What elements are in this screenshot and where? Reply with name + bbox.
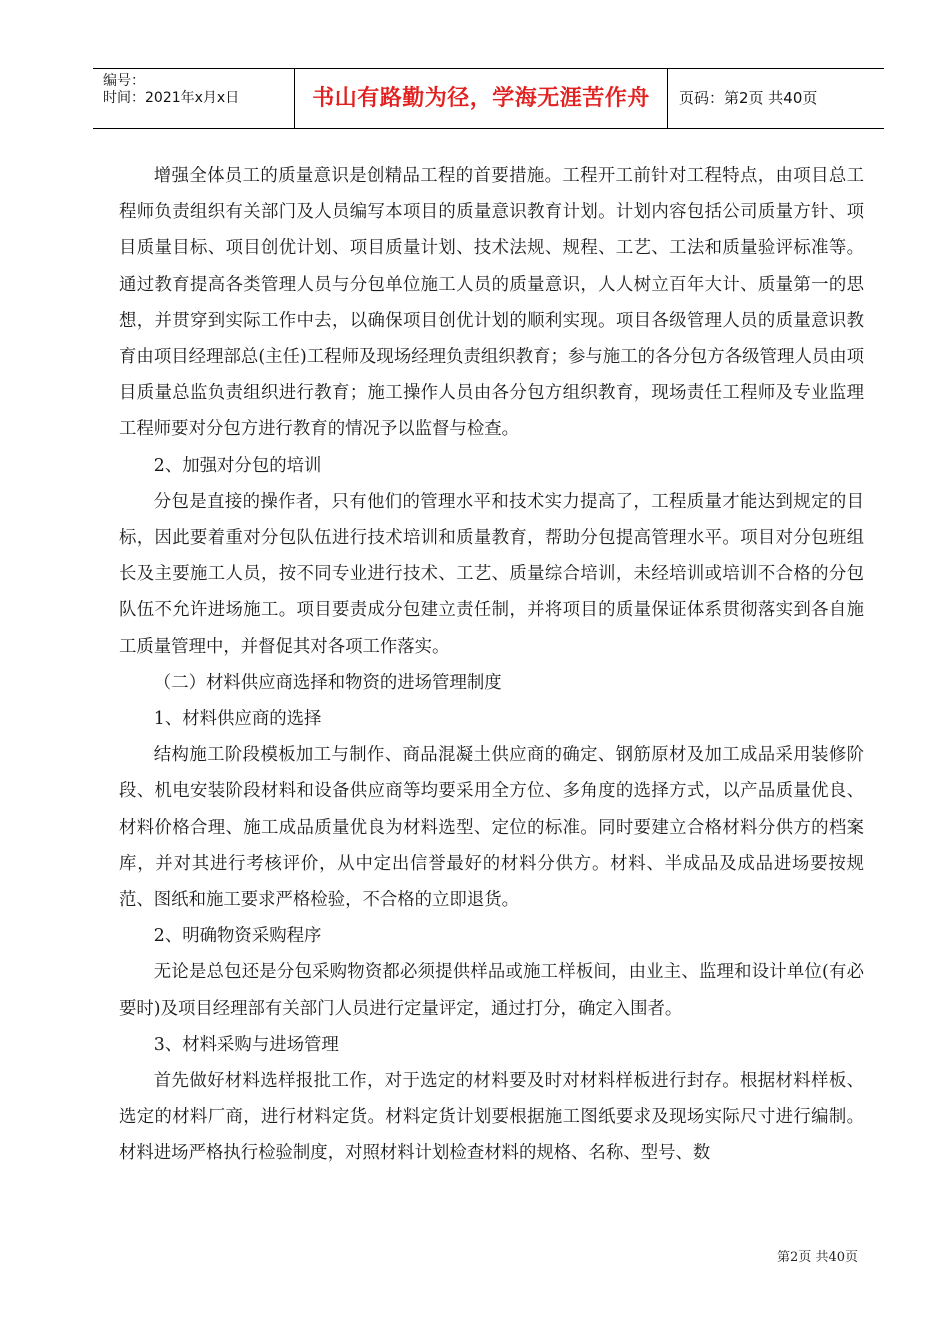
page-footer: 第2页 共40页 — [777, 1250, 858, 1265]
section-heading: （二）材料供应商选择和物资的进场管理制度 — [153, 672, 502, 693]
header-motto: 书山有路勤为径，学海无涯苦作舟 — [312, 86, 650, 111]
section-heading: 2、加强对分包的培训 — [153, 455, 322, 476]
header-meta — [103, 73, 293, 107]
document-number-label: 编号： — [103, 73, 145, 89]
section-heading: 3、材料采购与进场管理 — [153, 1034, 339, 1055]
header-page-number: 页码：第2页 共40页 — [679, 89, 818, 107]
section-heading: 2、明确物资采购程序 — [153, 926, 322, 947]
body-paragraph: 无论是总包还是分包采购物资都必须提供样品或施工样板间，由业主、监理和设计单位(有必要时)及项目经理部有关部门人员进行定量评定，通过打分，确定入围者。 — [119, 962, 864, 1019]
document-body — [119, 158, 864, 1172]
body-paragraph: 首先做好材料选样报批工作，对于选定的材料要及时对材料样板进行封存。根据材料样板、选定的材料厂商，进行材料定货。材料定货计划要根据施工图纸要求及现场实际尺寸进行编制。材料进场严格执行检验制度，对照材料计划检查材料的规格、名称、型号、数 — [119, 1071, 864, 1164]
header-divider — [667, 69, 668, 128]
section-heading: 1、材料供应商的选择 — [153, 709, 322, 730]
document-time-label: 时间：2021年x月x日 — [103, 90, 240, 106]
page-header — [93, 68, 884, 129]
body-paragraph: 增强全体员工的质量意识是创精品工程的首要措施。工程开工前针对工程特点，由项目总工程师负责组织有关部门及人员编写本项目的质量意识教育计划。计划内容包括公司质量方针、项目质量目标、项目创优计划、项目质量计划、技术法规、规程、工艺、工法和质量验评标准等。通过教育提高各类管理人员与分包单位施工人员的质量意识，人人树立百年大计、质量第一的思想，并贯穿到实际工作中去，以确保项目创优计划的顺利实现。项目各级管理人员的质量意识教育由项目经理部总(主任)工程师及现场经理负责组织教育；参与施工的各分包方各级管理人员由项目质量总监负责组织进行教育；施工操作人员由各分包方组织教育，现场责任工程师及专业监理工程师要对分包方进行教育的情况予以监督与检查。 — [119, 166, 864, 440]
body-paragraph: 分包是直接的操作者，只有他们的管理水平和技术实力提高了，工程质量才能达到规定的目标，因此要着重对分包队伍进行技术培训和质量教育，帮助分包提高管理水平。项目对分包班组长及主要施工人员，按不同专业进行技术、工艺、质量综合培训，未经培训或培训不合格的分包队伍不允许进场施工。项目要责成分包建立责任制，并将项目的质量保证体系贯彻落实到各自施工质量管理中，并督促其对各项工作落实。 — [119, 491, 864, 657]
body-paragraph: 结构施工阶段模板加工与制作、商品混凝土供应商的确定、钢筋原材及加工成品采用装修阶段、机电安装阶段材料和设备供应商等均要采用全方位、多角度的选择方式，以产品质量优良、材料价格合理、施工成品质量优良为材料选型、定位的标准。同时要建立合格材料分供方的档案库，并对其进行考核评价，从中定出信誉最好的材料分供方。材料、半成品及成品进场要按规范、图纸和施工要求严格检验，不合格的立即退货。 — [119, 745, 864, 911]
